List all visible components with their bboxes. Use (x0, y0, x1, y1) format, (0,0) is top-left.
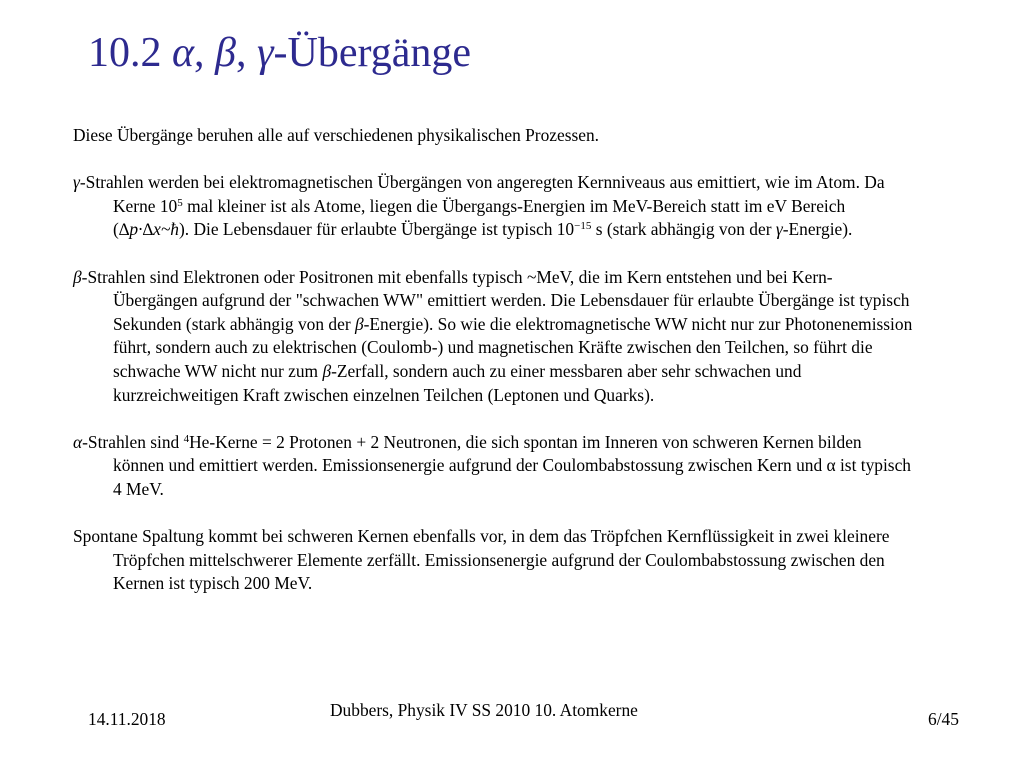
mass-number: 4 (183, 432, 190, 445)
title-alpha: α (172, 30, 195, 76)
gamma-text: -Energie). (782, 219, 853, 240)
alpha-paragraph (73, 431, 913, 502)
gamma-text: -Strahlen werden bei elektromagnetischen Übergängen von angeregten Kernniveaus aus emittiert, wie im Atom. Da Kerne 10 (79, 172, 885, 216)
alpha-text: -Strahlen sind (82, 431, 184, 452)
gamma-text: s (stark abhängig von der (591, 219, 776, 240)
exponent: 5 (177, 196, 183, 209)
uncertainty-formula: ∆p·∆x~ħ (118, 219, 179, 240)
gamma-text: ). Die Lebensdauer für erlaubte Übergänge ist typisch 10 (178, 219, 575, 240)
title-number: 10.2 (88, 30, 162, 76)
title-rest: -Übergänge (273, 30, 472, 76)
gamma-symbol: γ (73, 172, 80, 193)
fission-paragraph: Spontane Spaltung kommt bei schweren Kernen ebenfalls vor, in dem das Tröpfchen Kernflüssigkeit in zwei kleinere Tröpfchen mittelschwerer Elemente zerfällt. Emissionsenergie aufgrund der Coulombabstossung zwischen den Kernen ist typisch 200 MeV. (73, 526, 890, 594)
title-gamma: γ (256, 30, 274, 76)
title-separator: , (235, 30, 257, 76)
slide-title (88, 28, 471, 78)
title-separator: , (194, 30, 216, 76)
alpha-text: He-Kerne = 2 Protonen + 2 Neutronen, die sich spontan im Inneren von schweren Kernen bilden können und emittiert werden. Emissionsenergie aufgrund der Coulombabstossung zwischen Kern und α ist typisch 4 MeV. (113, 431, 911, 499)
footer-date: 14.11.2018 (88, 709, 166, 729)
beta-text: -Energie). So wie die elektromagnetische WW nicht nur zur Photonenemission führt, sondern auch zu elektrischen (Coulomb-) und magnetischen Kräfte zwischen den Teilchen, so führt die schwache WW nicht nur zum (113, 313, 913, 381)
beta-paragraph (73, 266, 913, 408)
gamma-text: mal kleiner ist als Atome, liegen die Übergangs-Energien im MeV-Bereich statt im eV Bereich ( (113, 195, 846, 240)
page-number: 6/45 (928, 709, 959, 729)
beta-symbol: β (354, 313, 364, 334)
beta-text: -Zerfall, sondern auch zu einer messbaren aber sehr schwachen und kurzreichweitigen Kraft zwischen einzelnen Teilchen (Leptonen und Quarks). (113, 360, 802, 405)
beta-symbol: β (73, 266, 82, 287)
beta-symbol: β (322, 360, 332, 381)
gamma-paragraph (73, 171, 913, 242)
slide-body (73, 124, 913, 596)
alpha-symbol: α (73, 431, 83, 452)
exponent: −15 (574, 220, 592, 233)
footer-title: Dubbers, Physik IV SS 2010 10. Atomkerne (330, 700, 638, 720)
beta-text: -Strahlen sind Elektronen oder Positronen mit ebenfalls typisch ~MeV, die im Kern entstehen und bei Kern-Übergängen aufgrund der "schwachen WW" emittiert werden. Die Lebensdauer für erlaubte Übergänge ist typisch Sekunden (stark abhängig von der (81, 266, 910, 334)
title-beta: β (215, 30, 236, 76)
gamma-symbol: γ (775, 219, 783, 240)
intro-paragraph: Diese Übergänge beruhen alle auf verschiedenen physikalischen Prozessen. (73, 125, 600, 145)
